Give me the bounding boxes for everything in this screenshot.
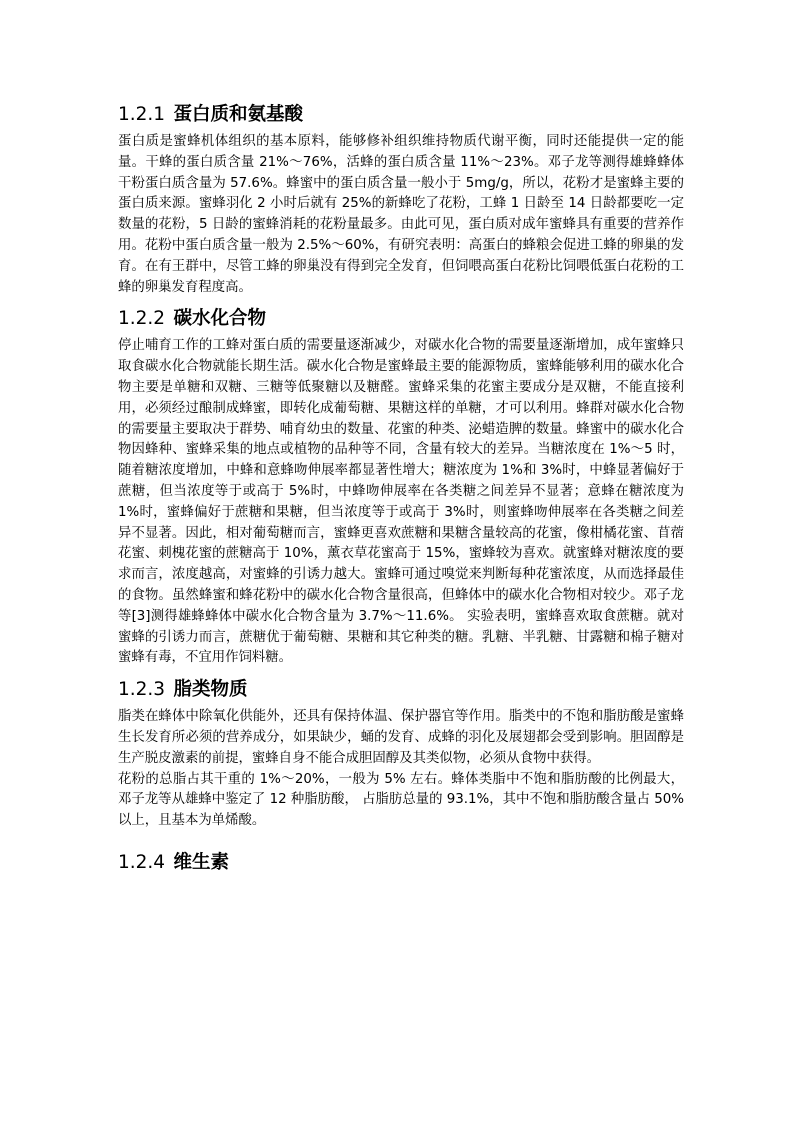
section-title: 脂类物质	[173, 679, 248, 701]
document-page	[118, 100, 684, 878]
section-number: 1.2.2	[118, 308, 166, 330]
section-heading-1-2-1	[118, 100, 684, 130]
paragraph-lipid-2: 花粉的总脂占其干重的 1%～20%，一般为 5% 左右。蜂体类脂中不饱和脂肪酸的比例最大，邓子龙等从雄蜂中鉴定了 12 种脂肪酸， 占脂肪总量的 93.1%，其中不饱和脂肪酸含量占 50%以上，且基本为单烯酸。	[118, 771, 684, 829]
section-number: 1.2.3	[118, 679, 166, 701]
paragraph-lipid-1: 脂类在蜂体中除氧化供能外，还具有保持体温、保护器官等作用。脂类中的不饱和脂肪酸是蜜蜂生长发育所必须的营养成分，如果缺少，蛹的发育、成蜂的羽化及展翅都会受到影响。胆固醇是生产脱皮激素的前提，蜜蜂自身不能合成胆固醇及其类似物，必须从食物中获得。	[118, 709, 684, 766]
section-heading-1-2-2	[118, 304, 684, 334]
section-title: 维生素	[173, 851, 230, 873]
paragraph-carbohydrate: 停止哺育工作的工蜂对蛋白质的需要量逐渐减少，对碳水化合物的需要量逐渐增加，成年蜜蜂只取食碳水化合物就能长期生活。碳水化合物是蜜蜂最主要的能源物质，蜜蜂能够利用的碳水化合物主要是单糖和双糖、三糖等低聚糖以及糖醛。蜜蜂采集的花蜜主要成分是双糖，不能直接利用，必须经过酿制成蜂蜜，即转化成葡萄糖、果糖这样的单糖，才可以利用。蜂群对碳水化合物的需要量主要取决于群势、哺育幼虫的数量、花蜜的种类、泌蜡造脾的数量。蜂蜜中的碳水化合物因蜂种、蜜蜂采集的地点或植物的品种等不同，含量有较大的差异。当糖浓度在 1%～5 时，随着糖浓度增加，中蜂和意蜂吻伸展率都显著性增大；糖浓度为 1%和 3%时，中蜂显著偏好于蔗糖，但当浓度等于或高于 5%时，中蜂吻伸展率在各类糖之间差异不显著；意蜂在糖浓度为 1%时，蜜蜂偏好于蔗糖和果糖，但当浓度等于或高于 3%时，则蜜蜂吻伸展率在各类糖之间差异不显著。因此，相对葡萄糖而言，蜜蜂更喜欢蔗糖和果糖含量较高的花蜜，像柑橘花蜜、苜蓿花蜜、刺槐花蜜的蔗糖高于 10%，薰衣草花蜜高于 15%，蜜蜂较为喜欢。就蜜蜂对糖浓度的要求而言，浓度越高，对蜜蜂的引诱力越大。蜜蜂可通过嗅觉来判断每种花蜜浓度，从而选择最佳的食物。虽然蜂蜜和蜂花粉中的碳水化合物含量很高，但蜂体中的碳水化合物相对较少。邓子龙等[3]测得雄蜂蜂体中碳水化合物含量为 3.7%～11.6%。 实验表明，蜜蜂喜欢取食蔗糖。就对蜜蜂的引诱力而言，蔗糖优于葡萄糖、果糖和其它种类的糖。乳糖、半乳糖、甘露糖和棉子糖对蜜蜂有毒，不宜用作饲料糖。	[118, 338, 684, 666]
section-heading-1-2-4	[118, 848, 684, 878]
section-title: 蛋白质和氨基酸	[173, 104, 304, 125]
section-title: 碳水化合物	[173, 308, 267, 330]
paragraph-protein: 蛋白质是蜜蜂机体组织的基本原料，能够修补组织维持物质代谢平衡，同时还能提供一定的能量。干蜂的蛋白质含量 21%～76%，活蜂的蛋白质含量 11%～23%。邓子龙等测得雄蜂蜂体干粉蛋白质含量为 57.6%。蜂蜜中的蛋白质含量一般小于 5mg/g，所以，花粉才是蜜蜂主要的蛋白质来源。蜜蜂羽化 2 小时后就有 25%的新蜂吃了花粉，工蜂 1 日龄至 14 日龄都要吃一定数量的花粉，5 日龄的蜜蜂消耗的花粉量最多。由此可见，蛋白质对成年蜜蜂具有重要的营养作用。花粉中蛋白质含量一般为 2.5%～60%，有研究表明：高蛋白的蜂粮会促进工蜂的卵巢的发育。在有王群中，尽管工蜂的卵巢没有得到完全发育，但饲喂高蛋白花粉比饲喂低蛋白花粉的工蜂的卵巢发育程度高。	[118, 134, 684, 295]
section-number: 1.2.4	[118, 851, 166, 873]
section-heading-1-2-3	[118, 675, 684, 705]
section-number: 1.2.1	[118, 104, 166, 125]
